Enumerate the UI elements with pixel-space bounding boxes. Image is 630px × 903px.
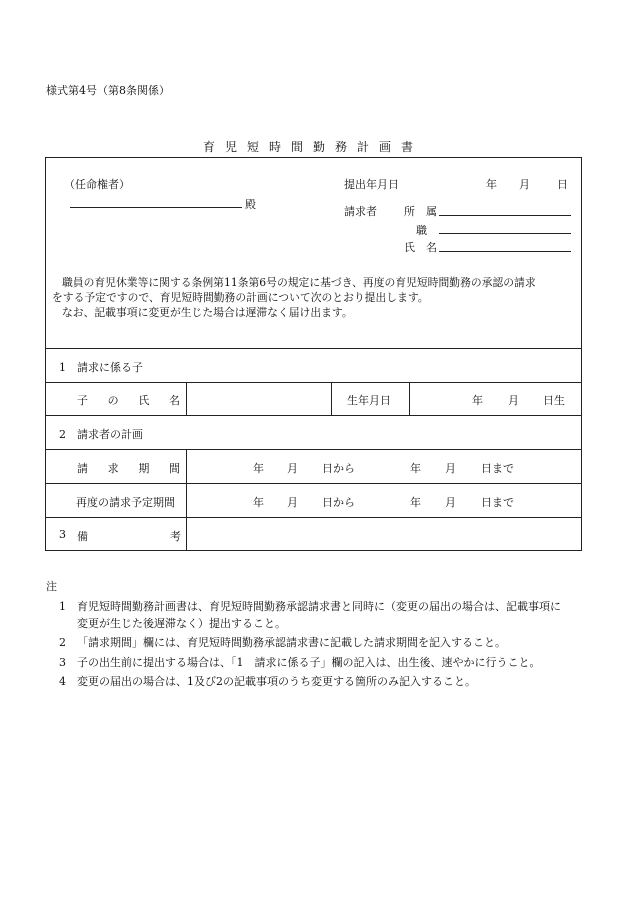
- child-name-label: [77, 392, 180, 408]
- remarks-char: 備: [77, 530, 88, 543]
- appointer-label: （任命権者）: [64, 178, 130, 191]
- submit-month: 月: [519, 178, 530, 191]
- note-text: 「請求期間」欄には、育児短時間勤務承認請求書に記載した請求期間を記入すること。: [77, 636, 506, 649]
- label-char: 氏: [138, 394, 150, 407]
- form-table: [45, 157, 582, 551]
- period-to-month: 月: [445, 462, 456, 475]
- birth-day: 日生: [543, 394, 565, 407]
- submit-year: 年: [486, 178, 497, 191]
- note-text: 子の出生前に提出する場合は、「1 請求に係る子」欄の記入は、出生後、速やかに行うこと。: [77, 656, 541, 669]
- reperiod-to-month: 月: [445, 496, 456, 509]
- note-number: 4: [59, 675, 66, 688]
- birthdate-label: 生年月日: [347, 394, 391, 407]
- reperiod-to-year: 年: [410, 496, 421, 509]
- section3-number: 3: [59, 528, 66, 541]
- form-title: 育児短時間勤務計画書: [203, 140, 424, 154]
- remarks-field[interactable]: [187, 518, 581, 550]
- name-label: 氏 名: [404, 241, 437, 254]
- notes-heading: 注: [46, 580, 57, 593]
- divider: [45, 415, 582, 416]
- note-number: 2: [59, 636, 66, 649]
- period-from-month: 月: [287, 462, 298, 475]
- dono-label: 殿: [245, 198, 256, 211]
- label-char: 請: [77, 462, 88, 475]
- divider: [409, 382, 410, 416]
- label-char: 名: [168, 394, 180, 407]
- form-number: 様式第4号（第8条関係）: [46, 84, 170, 97]
- position-label: 職: [416, 224, 427, 237]
- body-text-line3: なお、記載事項に変更が生じた場合は遅滞なく届け出ます。: [62, 306, 353, 319]
- period-from-year: 年: [253, 462, 264, 475]
- divider: [331, 382, 332, 416]
- divider: [45, 483, 582, 484]
- remarks-char: 考: [170, 530, 181, 543]
- submit-day: 日: [557, 178, 568, 191]
- child-name-field[interactable]: [187, 383, 330, 415]
- request-period-label: [77, 460, 180, 476]
- reperiod-from-year: 年: [253, 496, 264, 509]
- position-field[interactable]: [439, 233, 571, 234]
- reperiod-label: 再度の請求予定期間: [76, 496, 175, 509]
- period-from-day: 日から: [322, 462, 355, 475]
- birth-year: 年: [472, 394, 483, 407]
- section2-heading: 2 請求者の計画: [59, 428, 143, 441]
- note-text: 育児短時間勤務計画書は、育児短時間勤務承認請求書と同時に（変更の届出の場合は、記載事項に: [77, 600, 561, 613]
- label-char: 期: [138, 462, 150, 475]
- label-char: 子: [77, 394, 88, 407]
- label-char: の: [107, 394, 119, 407]
- label-char: 間: [168, 462, 180, 475]
- reperiod-to-day: 日まで: [481, 496, 514, 509]
- body-text-line1: 職員の育児休業等に関する条例第11条第6号の規定に基づき、再度の育児短時間勤務の承認の請求: [62, 276, 536, 289]
- period-to-day: 日まで: [481, 462, 514, 475]
- label-char: 求: [107, 462, 119, 475]
- note-number: 1: [59, 600, 66, 613]
- period-to-year: 年: [410, 462, 421, 475]
- note-number: 3: [59, 656, 66, 669]
- note-text: 変更の届出の場合は、1及び2の記載事項のうち変更する箇所のみ記入すること。: [77, 675, 476, 688]
- note-text: 変更が生じた後遅滞なく）提出すること。: [77, 617, 286, 630]
- reperiod-from-month: 月: [287, 496, 298, 509]
- divider: [45, 449, 582, 450]
- affiliation-label: 所 属: [404, 205, 437, 218]
- birth-month: 月: [508, 394, 519, 407]
- submit-date-label: 提出年月日: [344, 178, 399, 191]
- body-text-line2: をする予定ですので、育児短時間勤務の計画について次のとおり提出します。: [52, 291, 429, 304]
- appointer-name-line[interactable]: [70, 207, 242, 208]
- section1-heading: 1 請求に係る子: [59, 361, 143, 374]
- name-field[interactable]: [439, 251, 571, 252]
- affiliation-field[interactable]: [439, 215, 571, 216]
- reperiod-from-day: 日から: [322, 496, 355, 509]
- requester-label: 請求者: [344, 205, 377, 218]
- divider: [45, 348, 582, 349]
